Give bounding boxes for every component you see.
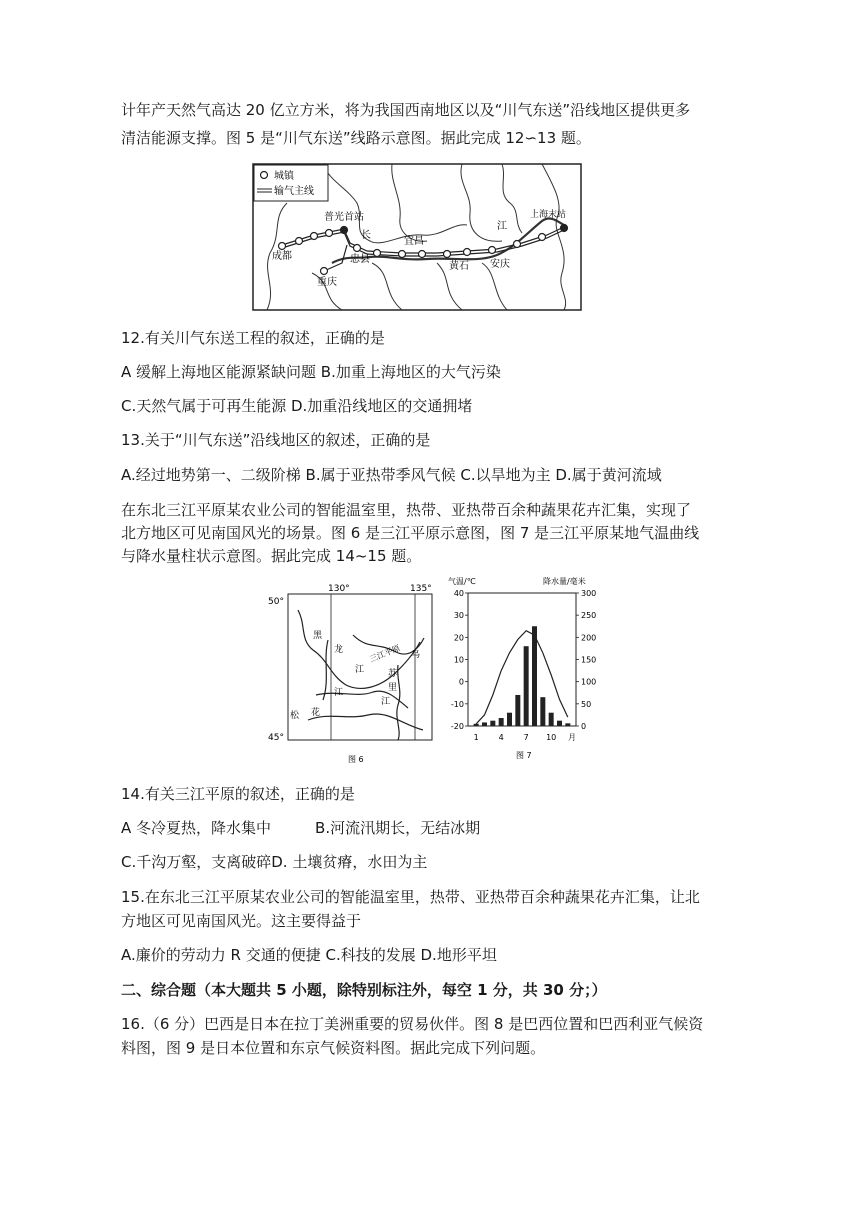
y-left-axis-label: 气温/℃ (448, 577, 476, 586)
y-left-tick-label: -20 (450, 722, 464, 731)
series-line-temperature (476, 631, 568, 724)
bar-precipitation (549, 713, 554, 726)
y-right-tick-label: 300 (581, 589, 597, 598)
y-right-tick-label: 100 (581, 677, 597, 687)
bar-precipitation (490, 721, 495, 726)
bar-precipitation (474, 724, 479, 726)
passage2-line-2: 北方地区可见南国风光的场景。图 6 是三江平原示意图，图 7 是三江平原某地气温曲线 (121, 524, 700, 542)
river-label-li: 里 (388, 683, 398, 693)
pipeline-map (252, 163, 582, 311)
q12-stem: 12.有关川气东送工程的叙述，正确的是 (121, 329, 385, 347)
river-label-hua: 花 (311, 708, 321, 718)
q16-line-2: 料图，图 9 是日本位置和东京气候资料图。据此完成下列问题。 (121, 1039, 546, 1057)
figure-7-caption: 图 7 (516, 751, 532, 760)
y-right-tick-label: 250 (581, 611, 597, 621)
q13-options: A.经过地势第一、二级阶梯 B.属于亚热带季风气候 C.以旱地为主 D.属于黄河流域 (121, 466, 662, 484)
y-left-tick-label: -10 (450, 699, 464, 709)
lat-50-label: 50° (268, 597, 284, 607)
legend-pipeline-label: 输气主线 (274, 186, 314, 197)
pipeline-map-figure (252, 163, 582, 315)
y-right-tick-label: 50 (581, 699, 592, 709)
label-jiang: 江 (497, 221, 507, 232)
river-label-hei: 黑 (313, 631, 323, 641)
figure-6-caption: 图 6 (348, 755, 364, 764)
y-right-tick-label: 150 (581, 655, 597, 665)
bar-precipitation (532, 626, 537, 726)
label-anqing: 安庆 (490, 259, 510, 270)
q15-stem-2: 方地区可见南国风光。这主要得益于 (121, 912, 362, 930)
y-right-tick-label: 0 (581, 722, 587, 731)
label-huangshi: 黄石 (449, 261, 469, 272)
bar-precipitation (507, 713, 512, 726)
label-shanghai: 上海末站 (530, 210, 567, 220)
section-2-heading: 二、综合题（本大题共 5 小题，除特别标注外，每空 1 分，共 30 分；） (121, 981, 607, 999)
bar-precipitation (499, 718, 504, 726)
x-tick-label: 1 (473, 733, 479, 742)
climate-chart (446, 574, 610, 764)
q14-options-cd: C.千沟万壑，支离破碎D. 土壤贫瘠，水田为主 (121, 853, 428, 871)
river-label-long: 龙 (334, 645, 344, 655)
label-zhongxian: 忠县 (350, 254, 370, 265)
q14-stem: 14.有关三江平原的叙述，正确的是 (121, 785, 355, 803)
y-left-tick-label: 10 (453, 655, 464, 665)
river-label-song: 松 (290, 711, 300, 721)
q14-option-b: B.河流汛期长，无结冰期 (315, 819, 481, 837)
q15-options: A.廉价的劳动力 R 交通的便捷 C.科技的发展 D.地形平坦 (121, 946, 497, 964)
river-label-jiang-1: 江 (355, 665, 365, 675)
sanjiang-map (268, 580, 440, 765)
river-label-wu: 乌 (411, 650, 421, 660)
y-right-tick-label: 200 (581, 633, 597, 643)
q12-options-ab: A 缓解上海地区能源紧缺问题 B.加重上海地区的大气污染 (121, 363, 501, 381)
y-left-tick-label: 20 (453, 633, 464, 643)
lat-45-label: 45° (268, 733, 284, 743)
q12-options-cd: C.天然气属于可再生能源 D.加重沿线地区的交通拥堵 (121, 397, 473, 415)
lon-135-label: 135° (410, 584, 432, 594)
plot-frame (468, 593, 576, 726)
intro-line-1: 计年产天然气高达 20 亿立方米，将为我国西南地区以及“川气东送”沿线地区提供更多 (121, 101, 691, 119)
legend-town-label: 城镇 (274, 171, 294, 182)
y-right-axis-label: 降水量/毫米 (543, 577, 586, 586)
label-yichang: 宜昌 (404, 236, 424, 247)
x-tick-label: 4 (498, 733, 504, 742)
legend-town-icon (261, 172, 268, 179)
q13-stem: 13.关于“川气东送”沿线地区的叙述，正确的是 (121, 431, 431, 449)
q14-option-a: A 冬冷夏热，降水集中 (121, 819, 272, 837)
intro-line-2: 清洁能源支撑。图 5 是“川气东送”线路示意图。据此完成 12∽13 题。 (121, 129, 591, 147)
river-label-su: 苏 (388, 669, 398, 679)
label-chengdu: 成都 (272, 251, 292, 262)
bar-precipitation (565, 723, 570, 726)
y-left-tick-label: 30 (453, 611, 464, 621)
bar-precipitation (557, 721, 562, 726)
passage2-line-3: 与降水量柱状示意图。据此完成 14~15 题。 (121, 547, 422, 565)
y-left-tick-label: 40 (453, 589, 464, 598)
sanjiang-map-figure (268, 580, 440, 769)
passage2-line-1: 在东北三江平原某农业公司的智能温室里，热带、亚热带百余种蔬果花卉汇集，实现了 (121, 501, 692, 519)
river-label-jiang-2: 江 (334, 688, 344, 698)
label-chongqing: 重庆 (317, 277, 337, 288)
q14-options-ab (121, 815, 741, 841)
lon-130-label: 130° (328, 584, 350, 594)
label-chang: 长 (361, 230, 371, 241)
x-tick-label: 10 (546, 733, 557, 742)
x-axis-unit: 月 (568, 733, 576, 742)
q16-line-1: 16.（6 分）巴西是日本在拉丁美洲重要的贸易伙伴。图 8 是巴西位置和巴西利亚气候资 (121, 1015, 704, 1033)
x-tick-label: 7 (523, 733, 529, 742)
river-label-jiang-3: 江 (381, 697, 391, 707)
label-puguang: 普光首站 (324, 212, 364, 223)
bar-precipitation (515, 695, 520, 726)
bar-precipitation (540, 697, 545, 726)
region-label-sanjiang: 三江平原 (368, 643, 402, 664)
y-left-tick-label: 0 (458, 677, 464, 687)
climate-chart-figure (446, 574, 610, 768)
bar-precipitation (482, 722, 487, 726)
bar-precipitation (524, 646, 529, 726)
q15-stem-1: 15.在东北三江平原某农业公司的智能温室里，热带、亚热带百余种蔬果花卉汇集，让北 (121, 888, 700, 906)
